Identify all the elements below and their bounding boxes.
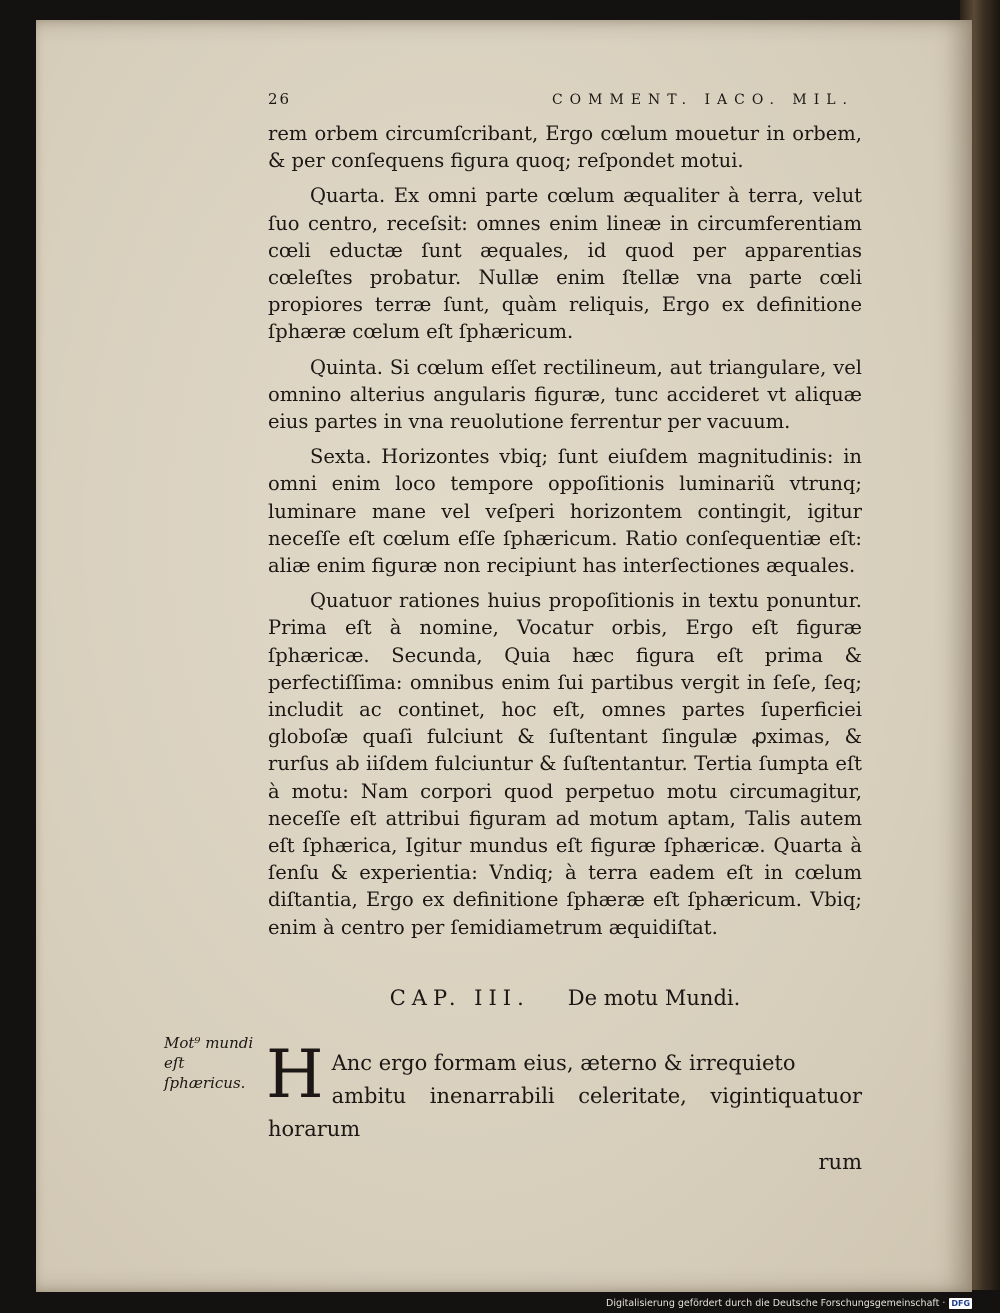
paragraph: rem orbem circumſcribant, Ergo cœlum mouetur in orbem, & per conſequens figura quoq; reſpondet motui. — [268, 122, 862, 173]
book-page — [36, 20, 972, 1292]
text-block — [268, 86, 862, 1179]
marginal-note: Mot⁹ mundi eſt ſphæricus. — [164, 1034, 254, 1092]
catchword: rum — [818, 1149, 862, 1174]
chapter-body — [266, 1035, 862, 1179]
footer-text: Digitalisierung gefördert durch die Deutsche Forschungsgemeinschaft · — [606, 1298, 946, 1309]
running-title: COMMENT. IACO. MIL. — [551, 92, 854, 108]
paragraph: Quarta. Ex omni parte cœlum æqualiter à terra, velut ſuo centro, receſsit: omnes enim lineæ in circumferentiam cœli eductæ ſunt æquales, id quod per apparentias cœleſtes probatur. Nullæ enim ſtellæ vna parte cœli propiores terræ ſunt, quàm reliquis, Ergo ex definitione ſphæræ cœlum eſt ſphæricum. — [268, 184, 862, 344]
page-number: 26 — [268, 90, 292, 108]
chapter-line: Anc ergo formam eius, æterno & irrequieto — [331, 1050, 796, 1075]
dfg-logo-icon: DFG — [951, 1299, 971, 1308]
running-head — [268, 86, 862, 120]
footer-credit — [606, 1298, 972, 1309]
drop-cap: H — [266, 1035, 324, 1113]
paragraph: Quatuor rationes huius propoſitionis in textu ponuntur. Prima eſt à nomine, Vocatur orbis, Ergo eſt figuræ ſphæricæ. Secunda, Quia hæc figura eſt prima & perfectiſſima: omnibus enim ſui partibus vergit in ſeſe, ſeq; includit ac continet, hoc eſt, omnes partes ſuperficiei globoſæ quaſi fulciunt & ſuſtentant ſingulæ ꝓximas, & rurſus ab iiſdem fulciuntur & ſuſtentantur. Tertia ſumpta eſt à motu: Nam corpori quod perpetuo motu circumagitur, neceſſe eſt attribui figuram ad motum aptam, Talis autem eſt ſphærica, Igitur mundus eſt figuræ ſphæricæ. Quarta à ſenſu & experientia: Vndiq; à terra eadem eſt in cœlum diſtantia, Ergo ex definitione ſphæræ eſt ſphæricum. Vbiq; enim à centro per ſemidiametrum æquidiſtat. — [268, 589, 862, 939]
chapter-number: CAP. III. — [389, 985, 530, 1010]
chapter-heading — [268, 985, 862, 1025]
chapter-title: De motu Mundi. — [567, 985, 741, 1010]
chapter-line: ambitu inenarrabili celeritate, vigintiquatuor horarum — [268, 1083, 862, 1141]
paragraph: Quinta. Si cœlum eſſet rectilineum, aut triangulare, vel omnino alterius angularis figuræ, tunc accideret vt aliquæ eius partes in vna reuolutione ferrentur per vacuum. — [268, 355, 862, 434]
paragraph: Sexta. Horizontes vbiq; ſunt eiuſdem magnitudinis: in omni enim loco tempore oppoſitionis luminariũ vtrunq; luminare mane vel veſperi horizontem contingit, igitur neceſſe eſt cœlum eſſe ſphæricum. Ratio conſequentiæ eſt: aliæ enim figuræ non recipiunt has interſectiones æquales. — [268, 445, 862, 578]
